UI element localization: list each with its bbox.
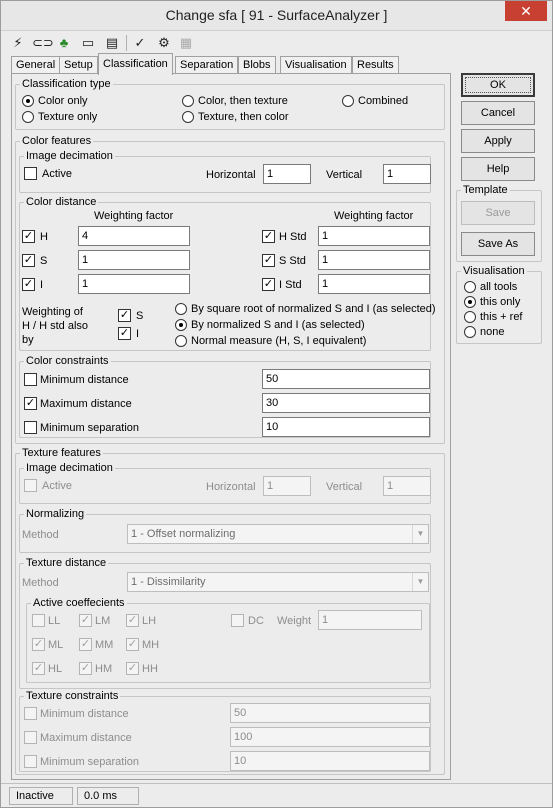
texture-image-decimation-group xyxy=(19,462,431,504)
status-state: Inactive xyxy=(9,787,73,805)
coeff-dc-checkbox[interactable] xyxy=(231,614,244,627)
max-distance-label: Maximum distance xyxy=(40,398,132,410)
radio-label: Color, then texture xyxy=(198,95,288,107)
coeff-ml-checkbox[interactable]: ✓ xyxy=(33,638,44,650)
texture-constraints-group xyxy=(19,690,431,772)
tab-general[interactable]: General xyxy=(11,56,60,74)
texture-min-separation-input[interactable]: 10 xyxy=(230,751,430,771)
group-title: Template xyxy=(463,184,508,196)
h-std-label: H Std xyxy=(279,231,307,243)
group-title: Texture constraints xyxy=(26,690,119,702)
frog-icon[interactable]: ♣ xyxy=(59,35,69,50)
min-separation-label: Minimum separation xyxy=(40,756,140,768)
radio-label: By square root of normalized S and I (as selected) xyxy=(191,303,436,315)
coeff-hh-checkbox[interactable]: ✓ xyxy=(127,662,138,674)
s-std-label: S Std xyxy=(279,255,306,267)
window-title: Change sfa [ 91 - SurfaceAnalyzer ] xyxy=(165,7,388,23)
classification-type-group xyxy=(15,78,445,130)
min-separation-input[interactable]: 10 xyxy=(262,417,430,437)
color-distance-group xyxy=(19,196,436,351)
tab-classification[interactable]: Classification xyxy=(98,53,173,75)
template-save-as-button[interactable]: Save As xyxy=(461,232,535,256)
h-std-weight-input[interactable]: 1 xyxy=(318,226,430,246)
radio-texture-then-color[interactable] xyxy=(182,111,194,123)
radio-normal-measure[interactable] xyxy=(175,335,187,347)
i-std-label: I Std xyxy=(279,279,302,291)
weighting-label: Weighting of xyxy=(22,306,83,318)
weighting-label: H / H std also xyxy=(22,320,89,332)
max-distance-input[interactable]: 30 xyxy=(262,393,430,413)
coeff-label: LL xyxy=(48,615,61,627)
coeff-hm-checkbox[interactable]: ✓ xyxy=(80,662,91,674)
tab-separation[interactable]: Separation xyxy=(175,56,238,74)
radio-normalized[interactable] xyxy=(175,319,187,331)
weight-i-checkbox[interactable]: ✓ xyxy=(119,327,130,339)
coeff-label: HH xyxy=(142,663,158,675)
radio-label: Combined xyxy=(358,95,409,107)
normalizing-group xyxy=(19,508,431,553)
h-label: H xyxy=(40,231,48,243)
grid-icon[interactable]: ▦ xyxy=(179,35,193,50)
cancel-button[interactable]: Cancel xyxy=(461,101,535,125)
radio-texture-only[interactable] xyxy=(22,111,34,123)
console-icon[interactable]: ▭ xyxy=(81,35,95,50)
lightning-icon[interactable]: ⚡ xyxy=(13,35,23,50)
group-title: Image decimation xyxy=(26,462,113,474)
group-title: Classification type xyxy=(22,78,111,90)
i-checkbox[interactable]: ✓ xyxy=(23,278,34,290)
texture-distance-group xyxy=(19,557,431,689)
color-image-decimation-group xyxy=(19,150,431,193)
group-title: Color constraints xyxy=(26,355,109,367)
tab-setup[interactable]: Setup xyxy=(59,56,98,74)
radio-sqrt-normalized[interactable] xyxy=(175,303,187,315)
horizontal-input[interactable]: 1 xyxy=(263,164,311,184)
group-title: Color features xyxy=(22,135,92,147)
min-separation-label: Minimum separation xyxy=(40,422,140,434)
radio-color-only[interactable] xyxy=(22,95,34,107)
method-label: Method xyxy=(22,577,59,589)
radio-label: Color only xyxy=(38,95,88,107)
link-icon[interactable]: ⊂⊃ xyxy=(32,35,54,50)
group-title: Color distance xyxy=(26,196,97,208)
max-distance-checkbox[interactable]: ✓ xyxy=(25,397,36,409)
horizontal-label: Horizontal xyxy=(206,481,256,493)
texture-min-separation-checkbox[interactable] xyxy=(24,755,37,768)
horizontal-label: Horizontal xyxy=(206,169,256,181)
radio-none[interactable] xyxy=(464,326,476,338)
s-std-checkbox[interactable]: ✓ xyxy=(263,254,274,266)
template-group xyxy=(456,184,542,262)
weight-s-checkbox[interactable]: ✓ xyxy=(119,309,130,321)
radio-this-ref[interactable] xyxy=(464,311,476,323)
radio-label: By normalized S and I (as selected) xyxy=(191,319,365,331)
chevron-down-icon: ▼ xyxy=(412,573,428,591)
radio-label: Normal measure (H, S, I equivalent) xyxy=(191,335,367,347)
vertical-input[interactable]: 1 xyxy=(383,476,431,496)
min-distance-input[interactable]: 50 xyxy=(262,369,430,389)
run-icon[interactable]: ⚙ xyxy=(158,35,170,50)
template-save-button[interactable]: Save xyxy=(461,201,535,225)
checkbox-label: Active xyxy=(42,168,72,180)
i-std-weight-input[interactable]: 1 xyxy=(318,274,430,294)
select-value: 1 - Offset normalizing xyxy=(131,528,236,540)
group-title: Texture distance xyxy=(26,557,107,569)
coeff-label: MH xyxy=(142,639,160,651)
texture-min-distance-input[interactable]: 50 xyxy=(230,703,430,723)
i-weight-input[interactable]: 1 xyxy=(78,274,190,294)
normalizing-method-select[interactable] xyxy=(127,524,429,544)
toolbar-separator xyxy=(126,35,127,51)
s-checkbox[interactable]: ✓ xyxy=(23,254,34,266)
coeff-ll-checkbox[interactable] xyxy=(32,614,45,627)
coeff-label: MM xyxy=(95,639,114,651)
radio-label: all tools xyxy=(480,281,518,293)
coeff-lh-checkbox[interactable]: ✓ xyxy=(127,614,138,626)
status-time: 0.0 ms xyxy=(77,787,139,805)
radio-label: none xyxy=(480,326,505,338)
weight-s-label: S xyxy=(136,310,144,322)
status-bar xyxy=(0,783,553,808)
radio-label: Texture only xyxy=(38,111,98,123)
coeff-lm-checkbox[interactable]: ✓ xyxy=(80,614,91,626)
min-separation-checkbox[interactable] xyxy=(24,421,37,434)
coeff-label: LH xyxy=(142,615,157,627)
group-title: Visualisation xyxy=(463,265,525,277)
texture-max-distance-checkbox[interactable] xyxy=(24,731,37,744)
radio-this-only[interactable] xyxy=(464,296,476,308)
weight-i-label: I xyxy=(136,328,140,340)
min-distance-checkbox[interactable] xyxy=(24,373,37,386)
s-std-weight-input[interactable]: 1 xyxy=(318,250,430,270)
focus-rect xyxy=(465,77,531,93)
color-constraints-group xyxy=(19,355,431,438)
visualisation-group xyxy=(456,265,542,344)
group-title: Texture features xyxy=(22,447,101,459)
notepad-icon[interactable]: ▤ xyxy=(105,35,119,50)
checkbox-label: Active xyxy=(42,480,72,492)
i-label: I xyxy=(40,279,44,291)
coeff-mm-checkbox[interactable]: ✓ xyxy=(80,638,91,650)
radio-combined[interactable] xyxy=(342,95,354,107)
coeff-mh-checkbox[interactable]: ✓ xyxy=(127,638,138,650)
checkmark-icon[interactable]: ✓ xyxy=(134,35,146,50)
tab-visualisation[interactable]: Visualisation xyxy=(280,56,352,74)
vertical-input[interactable]: 1 xyxy=(383,164,431,184)
weighting-factor-header: Weighting factor xyxy=(334,210,414,222)
s-weight-input[interactable]: 1 xyxy=(78,250,190,270)
h-checkbox[interactable]: ✓ xyxy=(23,230,34,242)
select-value: 1 - Dissimilarity xyxy=(131,576,206,588)
i-std-checkbox[interactable]: ✓ xyxy=(263,278,274,290)
tab-results[interactable]: Results xyxy=(352,56,399,74)
radio-color-then-texture[interactable] xyxy=(182,95,194,107)
group-title: Normalizing xyxy=(26,508,85,520)
dc-label: DC xyxy=(248,615,264,627)
coeff-hl-checkbox[interactable]: ✓ xyxy=(33,662,44,674)
coeff-label: HM xyxy=(95,663,113,675)
texture-distance-method-select[interactable] xyxy=(127,572,429,592)
vertical-label: Vertical xyxy=(326,169,363,181)
help-button[interactable]: Help xyxy=(461,157,535,181)
h-weight-input[interactable]: 4 xyxy=(78,226,190,246)
dc-weight-input[interactable]: 1 xyxy=(318,610,422,630)
weighting-factor-header: Weighting factor xyxy=(94,210,174,222)
radio-label: this only xyxy=(480,296,521,308)
chevron-down-icon: ▼ xyxy=(412,525,428,543)
method-label: Method xyxy=(22,529,59,541)
group-title: Active coeffecients xyxy=(33,597,125,609)
close-button[interactable]: ✕ xyxy=(505,1,547,21)
texture-max-distance-input[interactable]: 100 xyxy=(230,727,430,747)
group-title: Image decimation xyxy=(26,150,113,162)
texture-min-distance-checkbox[interactable] xyxy=(24,707,37,720)
coeff-label: ML xyxy=(48,639,64,651)
active-coefficients-group xyxy=(26,597,430,683)
coeff-label: HL xyxy=(48,663,63,675)
horizontal-input[interactable]: 1 xyxy=(263,476,311,496)
weight-label: Weight xyxy=(277,615,312,627)
radio-all-tools[interactable] xyxy=(464,281,476,293)
radio-label: this + ref xyxy=(480,311,523,323)
tab-blobs[interactable]: Blobs xyxy=(238,56,276,74)
min-distance-label: Minimum distance xyxy=(40,374,129,386)
ok-button[interactable] xyxy=(461,73,535,97)
ok-label: OK xyxy=(490,79,506,91)
coeff-label: LM xyxy=(95,615,111,627)
max-distance-label: Maximum distance xyxy=(40,732,132,744)
min-distance-label: Minimum distance xyxy=(40,708,129,720)
color-decimation-active-checkbox[interactable] xyxy=(24,167,37,180)
weighting-label: by xyxy=(22,334,34,346)
apply-button[interactable]: Apply xyxy=(461,129,535,153)
texture-decimation-active-checkbox[interactable] xyxy=(24,479,37,492)
radio-label: Texture, then color xyxy=(198,111,289,123)
h-std-checkbox[interactable]: ✓ xyxy=(263,230,274,242)
vertical-label: Vertical xyxy=(326,481,363,493)
s-label: S xyxy=(40,255,48,267)
